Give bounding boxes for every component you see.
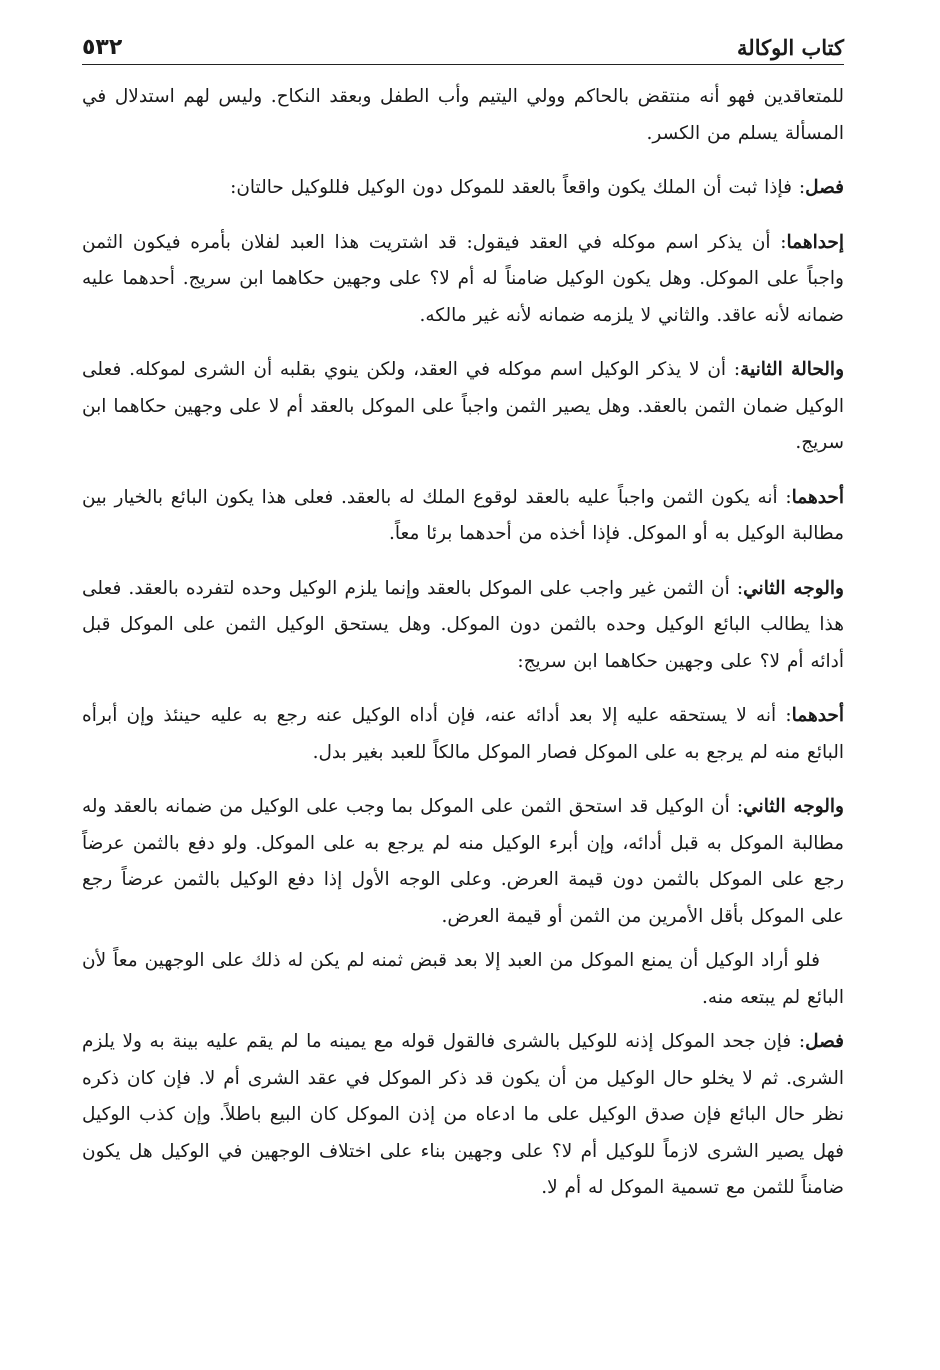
- aspect-heading: أحدهما: [791, 705, 844, 726]
- paragraph-9: فلو أراد الوكيل أن يمنع الموكل من العبد إلا بعد قبض ثمنه لم يكن له ذلك على الوجهين معاً لأن البائع لم يبتعه منه.: [82, 950, 844, 1008]
- page-header: [82, 30, 844, 65]
- aspect-heading: والوجه الثاني: [743, 577, 844, 599]
- paragraph-1: للمتعاقدين فهو أنه منتقض بالحاكم وولي اليتيم وأب الطفل وبعقد النكاح. وليس لهم استدلال في المسألة يسلم من الكسر.: [82, 86, 844, 144]
- book-page: [82, 30, 844, 1340]
- paragraph-5: أحدهما: أنه يكون الثمن واجباً عليه بالعقد لوقوع الملك له بالعقد. فعلى هذا يكون البائع بالخيار بين مطالبة الوكيل به أو الموكل. فإذا أخذه من أحدهما برئا معاً.: [82, 486, 844, 544]
- aspect-heading: والوجه الثاني: [743, 796, 844, 817]
- paragraph-8: والوجه الثاني: أن الوكيل قد استحق الثمن على الموكل بما وجب على الوكيل من ضمانه بالعقد وله مطالبة الموكل به قبل أدائه، وإن أبرء الوكيل منه لم يرجع به على الموكل. ولو دفع بالثمن عرضاً رجع على الموكل بالثمن دون قيمة العرض. وعلى الوجه الأول إذا دفع الوكيل بالثمن عرضاً رجع على الموكل بأقل الأمرين من الثمن أو قيمة العرض.: [82, 796, 844, 927]
- paragraph-2: فصل: فإذا ثبت أن الملك يكون واقعاً بالعقد للموكل دون الوكيل فللوكيل حالتان:: [230, 177, 844, 198]
- paragraph-10: فصل: فإن جحد الموكل إذنه للوكيل بالشرى فالقول قوله مع يمينه ما لم يقم عليه بينة به ولا يلزم الشرى. ثم لا يخلو حال الوكيل من أن يكون قد ذكر الموكل في عقد الشرى أم لا. فإن كان ذكره نظر حال البائع فإن صدق الوكيل على ما ادعاه من إذن الموكل كان البيع باطلاً. وإن كذب الوكيل فهل يصير الشرى لازماً للوكيل أم لا؟ على وجهين بناء على اختلاف الوجهين في الوكيل هل يكون ضامناً للثمن مع تسمية الموكل له أم لا.: [82, 1031, 844, 1198]
- section-heading: فصل: [805, 177, 844, 198]
- case-heading: والحالة الثانية: [740, 359, 844, 380]
- page-number: ٥٣٢: [82, 34, 123, 60]
- paragraph-7: أحدهما: أنه لا يستحقه عليه إلا بعد أدائه عنه، فإن أداه الوكيل عنه رجع به عليه حينئذ وإن أبرأه البائع منه لم يرجع به على الموكل فصار الموكل مالكاً للعبد بغير بدل.: [82, 705, 844, 763]
- paragraph-6: والوجه الثاني: أن الثمن غير واجب على الموكل بالعقد وإنما يلزم الوكيل وحده لتفرده بالعقد. فعلى هذا يطالب البائع الوكيل وحده بالثمن دون الموكل. وهل يستحق الوكيل الثمن على الموكل قبل أدائه أم لا؟ على وجهين حكاهما ابن سريج:: [82, 577, 844, 672]
- case-heading: إحداهما: [786, 231, 844, 253]
- paragraph-4: والحالة الثانية: أن لا يذكر الوكيل اسم موكله في العقد، ولكن ينوي بقلبه أن الشرى لموكله. فعلى الوكيل ضمان الثمن بالعقد. وهل يصير الثمن واجباً على الموكل بالعقد أم لا على وجهين حكاهما ابن سريج.: [82, 359, 844, 453]
- aspect-heading: أحدهما: [791, 486, 844, 508]
- page-body: [82, 79, 844, 1207]
- section-heading: فصل: [805, 1031, 844, 1052]
- paragraph-3: إحداهما: أن يذكر اسم موكله في العقد فيقول: قد اشتريت هذا العبد لفلان بأمره فيكون الثمن واجباً على الموكل. وهل يكون الوكيل ضامناً له أم لا؟ على وجهين حكاهما ابن سريج. أحدهما عليه ضمانه لأنه عاقد. والثاني لا يلزمه ضمانه لأنه غير مالكه.: [82, 231, 844, 326]
- book-title: كتاب الوكالة: [737, 34, 844, 60]
